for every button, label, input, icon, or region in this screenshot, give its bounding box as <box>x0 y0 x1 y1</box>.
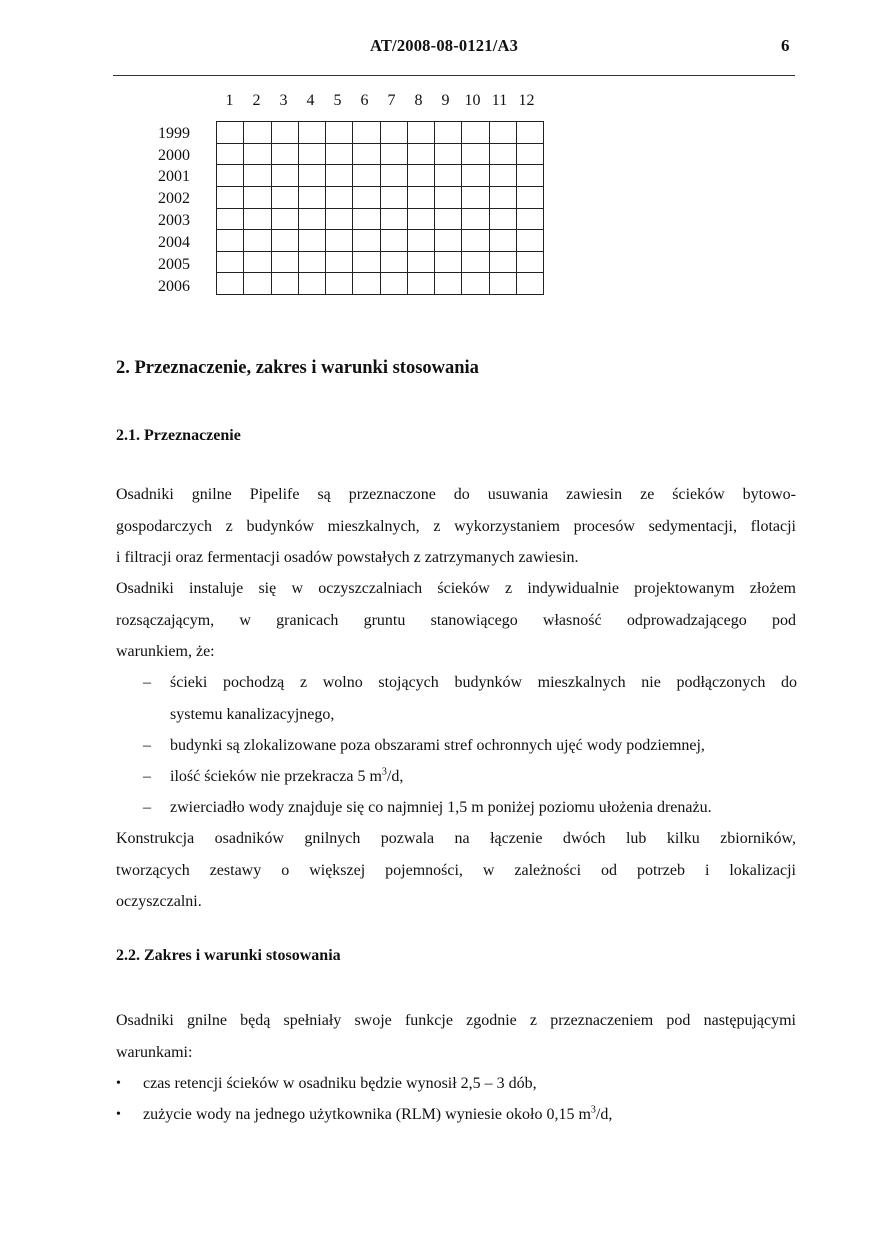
text-line: oczyszczalni. <box>116 893 202 910</box>
condition-text: budynki są zlokalizowane poza obszarami stref ochronnych ujęć wody podziemnej, <box>170 737 705 754</box>
grid-cell <box>489 165 516 187</box>
grid-cell <box>326 186 353 208</box>
grid-cell <box>217 122 244 144</box>
month-header: 10 <box>464 92 481 109</box>
grid-cell <box>516 143 543 165</box>
grid-cell <box>435 143 462 165</box>
text-line: rozsączającym, w granicach gruntu stanowiącego własność odprowadzającego pod <box>116 611 796 629</box>
grid-cell <box>244 122 271 144</box>
bullet-icon: • <box>116 1076 121 1091</box>
grid-cell <box>326 165 353 187</box>
year-month-grid <box>216 121 544 295</box>
grid-cell <box>407 208 434 230</box>
year-label: 2003 <box>158 212 190 229</box>
grid-cell <box>435 122 462 144</box>
grid-row <box>217 165 544 187</box>
grid-cell <box>298 230 325 252</box>
grid-cell <box>244 143 271 165</box>
grid-cell <box>271 186 298 208</box>
bullet-item <box>116 1099 796 1131</box>
grid-cell <box>244 186 271 208</box>
grid-cell <box>489 186 516 208</box>
paragraph-installation <box>116 573 796 668</box>
dash-bullet-icon: – <box>143 768 151 785</box>
grid-cell <box>244 273 271 295</box>
grid-cell <box>298 208 325 230</box>
text-line: Osadniki instaluje się w oczyszczalniach ścieków z indywidualnie projektowanym złożem <box>116 580 796 597</box>
grid-cell <box>380 251 407 273</box>
bullet-icon: • <box>116 1107 121 1122</box>
grid-cell <box>407 186 434 208</box>
month-header: 1 <box>225 92 234 109</box>
year-label: 2000 <box>158 147 190 164</box>
grid-cell <box>326 230 353 252</box>
grid-cell <box>244 165 271 187</box>
condition-text: ilość ścieków nie przekracza 5 m <box>170 768 382 785</box>
grid-cell <box>380 143 407 165</box>
condition-text: zwierciadło wody znajduje się co najmniej 1,5 m poniżej poziomu ułożenia drenażu. <box>170 799 712 816</box>
text-line: tworzących zestawy o większej pojemności, w zależności od potrzeb i lokalizacji <box>116 861 796 879</box>
grid-cell <box>353 143 380 165</box>
grid-cell <box>489 143 516 165</box>
grid-cell <box>271 122 298 144</box>
grid-cell <box>217 143 244 165</box>
paragraph-construction <box>116 823 796 918</box>
grid-cell <box>407 143 434 165</box>
grid-cell <box>353 208 380 230</box>
grid-cell <box>435 165 462 187</box>
text-line: warunkiem, że: <box>116 643 215 660</box>
dash-bullet-icon: – <box>143 674 151 691</box>
grid-cell <box>435 186 462 208</box>
grid-cell <box>271 143 298 165</box>
grid-cell <box>516 208 543 230</box>
grid-cell <box>380 208 407 230</box>
grid-row <box>217 143 544 165</box>
grid-cell <box>462 122 489 144</box>
grid-cell <box>380 165 407 187</box>
dash-bullet-icon: – <box>143 737 151 754</box>
grid-cell <box>326 208 353 230</box>
month-header: 7 <box>387 92 396 109</box>
grid-cell <box>516 186 543 208</box>
grid-cell <box>353 251 380 273</box>
superscript: 3 <box>381 766 387 778</box>
grid-row <box>217 273 544 295</box>
year-label: 2006 <box>158 278 190 295</box>
bullet-text: zużycie wody na jednego użytkownika (RLM) wyniesie około 0,15 m <box>143 1106 591 1123</box>
grid-cell <box>326 122 353 144</box>
grid-cell <box>407 122 434 144</box>
grid-cell <box>462 143 489 165</box>
grid-cell <box>380 122 407 144</box>
grid-cell <box>435 251 462 273</box>
month-header: 8 <box>414 92 423 109</box>
grid-cell <box>326 273 353 295</box>
grid-cell <box>298 186 325 208</box>
grid-row <box>217 251 544 273</box>
grid-cell <box>271 208 298 230</box>
grid-cell <box>516 122 543 144</box>
bullet-text: czas retencji ścieków w osadniku będzie wynosił 2,5 – 3 dób, <box>143 1075 537 1092</box>
grid-cell <box>217 273 244 295</box>
grid-cell <box>516 251 543 273</box>
grid-cell <box>298 143 325 165</box>
grid-cell <box>489 273 516 295</box>
document-id: AT/2008-08-0121/A3 <box>369 36 519 55</box>
grid-cell <box>353 230 380 252</box>
grid-cell <box>407 273 434 295</box>
grid-cell <box>353 122 380 144</box>
month-header: 6 <box>360 92 369 109</box>
year-label: 2004 <box>158 234 190 251</box>
bullet-item <box>116 1068 796 1100</box>
header-divider <box>113 75 795 76</box>
section-2-heading: 2. Przeznaczenie, zakres i warunki stosowania <box>116 358 479 378</box>
grid-cell <box>516 230 543 252</box>
grid-row <box>217 208 544 230</box>
grid-cell <box>462 251 489 273</box>
paragraph-purpose <box>116 479 796 574</box>
grid-row <box>217 122 544 144</box>
month-header: 9 <box>441 92 450 109</box>
grid-cell <box>516 165 543 187</box>
grid-cell <box>489 208 516 230</box>
grid-cell <box>298 273 325 295</box>
grid-cell <box>353 186 380 208</box>
superscript: 3 <box>590 1104 596 1116</box>
grid-cell <box>462 208 489 230</box>
grid-cell <box>217 251 244 273</box>
grid-cell <box>407 230 434 252</box>
grid-cell <box>380 230 407 252</box>
grid-cell <box>217 230 244 252</box>
grid-cell <box>516 273 543 295</box>
text-line: Osadniki gnilne będą spełniały swoje funkcje zgodnie z przeznaczeniem pod następującymi <box>116 1012 796 1029</box>
grid-cell <box>298 251 325 273</box>
grid-cell <box>326 143 353 165</box>
grid-cell <box>489 251 516 273</box>
grid-cell <box>271 273 298 295</box>
grid-row <box>217 230 544 252</box>
grid-cell <box>217 165 244 187</box>
grid-cell <box>435 208 462 230</box>
grid-cell <box>435 230 462 252</box>
grid-cell <box>244 251 271 273</box>
grid-cell <box>217 186 244 208</box>
grid-cell <box>271 230 298 252</box>
grid-cell <box>298 165 325 187</box>
grid-cell <box>489 230 516 252</box>
grid-cell <box>462 165 489 187</box>
bullet-text: /d, <box>595 1106 613 1123</box>
grid-cell <box>353 165 380 187</box>
grid-cell <box>244 208 271 230</box>
grid-cell <box>407 165 434 187</box>
grid-cell <box>271 251 298 273</box>
grid-cell <box>353 273 380 295</box>
grid-cell <box>462 186 489 208</box>
grid-cell <box>380 186 407 208</box>
section-2-1-heading: 2.1. Przeznaczenie <box>116 427 241 444</box>
text-line: warunkami: <box>116 1043 193 1061</box>
condition-text: /d, <box>386 768 404 785</box>
grid-cell <box>244 230 271 252</box>
grid-cell <box>407 251 434 273</box>
month-header: 4 <box>306 92 315 109</box>
condition-item <box>143 792 797 824</box>
month-header: 2 <box>252 92 261 109</box>
month-header: 5 <box>333 92 342 109</box>
grid-cell <box>217 208 244 230</box>
text-line: ścieki pochodzą z wolno stojących budynków mieszkalnych nie podłączonych do <box>170 674 797 691</box>
text-line: i filtracji oraz fermentacji osadów powstałych z zatrzymanych zawiesin. <box>116 549 579 566</box>
text-line: Osadniki gnilne Pipelife są przeznaczone do usuwania zawiesin ze ścieków bytowo- <box>116 486 796 503</box>
text-line: gospodarczych z budynków mieszkalnych, z wykorzystaniem procesów sedymentacji, flotacji <box>116 517 796 535</box>
grid-cell <box>435 273 462 295</box>
section-2-2-heading: 2.2. Zakres i warunki stosowania <box>116 947 341 964</box>
month-header: 11 <box>491 92 508 109</box>
year-label: 2005 <box>158 256 190 273</box>
grid-row <box>217 186 544 208</box>
text-line: Konstrukcja osadników gnilnych pozwala na łączenie dwóch lub kilku zbiorników, <box>116 830 796 847</box>
grid-cell <box>489 122 516 144</box>
page-number: 6 <box>781 36 790 55</box>
year-label: 2001 <box>158 168 190 185</box>
paragraph-conditions-intro <box>116 1005 796 1068</box>
grid-cell <box>462 273 489 295</box>
condition-item <box>143 730 797 762</box>
year-label: 2002 <box>158 190 190 207</box>
month-header: 3 <box>279 92 288 109</box>
condition-item <box>143 667 797 730</box>
month-header: 12 <box>518 92 535 109</box>
grid-cell <box>380 273 407 295</box>
grid-cell <box>271 165 298 187</box>
grid-cell <box>326 251 353 273</box>
dash-bullet-icon: – <box>143 799 151 816</box>
year-label: 1999 <box>158 125 190 142</box>
condition-item <box>143 761 797 793</box>
text-line: systemu kanalizacyjnego, <box>170 705 335 723</box>
grid-cell <box>298 122 325 144</box>
grid-cell <box>462 230 489 252</box>
